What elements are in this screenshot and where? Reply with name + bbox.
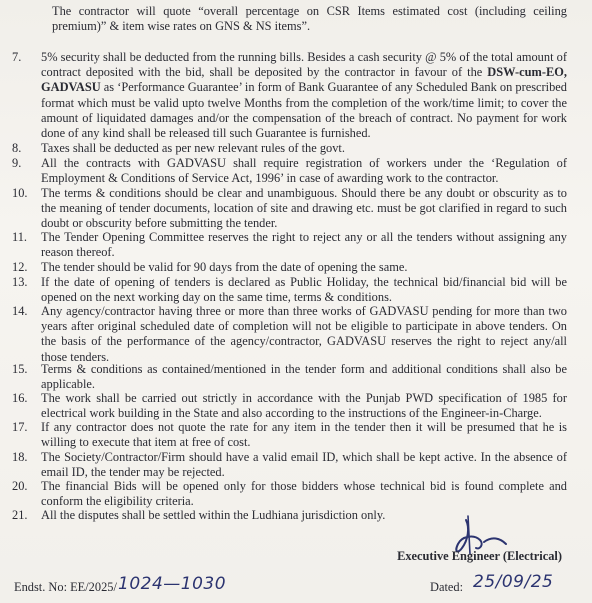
clause-text: Any agency/contractor having three or more than three works of GADVASU pending for more than two years after original scheduled date of completion will not be eligible to participate in above tenders. On the basis of the performance of the agency/contractor, GADVASU reserves the right to reject any/all those tenders.: [41, 304, 567, 364]
clause-text: The tender should be valid for 90 days from the date of opening the same.: [41, 260, 408, 274]
endorsement-number: Endst. No: EE/2025/: [14, 580, 117, 594]
clause-text: The terms & conditions should be clear and unambiguous. Should there be any doubt or obscurity as to the meaning of tender documents, location of site and drawing etc. must be got clarified in regard to such doubt or obscurity before submitting the tender.: [41, 186, 567, 231]
clause-number: 8.: [12, 141, 22, 155]
clause-text: The work shall be carried out strictly in accordance with the Punjab PWD specification of 1985 for electrical work building in the State and also according to the instructions of the Engineer-in-Charge.: [41, 391, 567, 421]
clause-text: The Tender Opening Committee reserves the right to reject any or all the tenders without assigning any reason thereof.: [41, 230, 567, 260]
clause-text: 5% security shall be deducted from the running bills. Besides a cash security @ 5% of the total amount of contract deposited with the bid, shall be deposited by the contractor in favour of the DSW-cum-EO, GADVASU as ‘Performance Guarantee’ in form of Bank Guarantee of any Scheduled Bank on prescribed format which must be valid upto twelve Months from the completion of the work/time limit; to cover the amount of liquidated damages and/or the compensation of the breach of contract. No payment for work done of any kind shall be released till such Guarantee is furnished.: [41, 50, 567, 141]
clause-text: If any contractor does not quote the rate for any item in the tender then it will be presumed that he is willing to execute that item at free of cost.: [41, 420, 567, 450]
clause-text: All the disputes shall be settled within the Ludhiana jurisdiction only.: [41, 508, 386, 522]
clause-number: 10.: [12, 186, 28, 200]
clause-text: Terms & conditions as contained/mentioned in the tender form and additional conditions shall also be applicable.: [41, 362, 567, 392]
clause-text: The contractor will quote “overall percentage on CSR Items estimated cost (including ceiling premium)” & item wise rates on GNS & NS items”.: [52, 4, 567, 34]
clause-number: 15.: [12, 362, 28, 376]
clause-number: 11.: [12, 230, 28, 244]
dated-handwritten: 25/09/25: [473, 572, 554, 592]
clause-number: 21.: [12, 508, 28, 522]
clause-number: 16.: [12, 391, 28, 405]
bold-entity: DSW-cum-EO, GADVASU: [41, 65, 567, 95]
clause-text: Taxes shall be deducted as per new relevant rules of the govt.: [41, 141, 345, 155]
dated-label: Dated:: [430, 580, 464, 594]
clause-text: If the date of opening of tenders is declared as Public Holiday, the technical bid/financial bid will be opened on the next working day on the same time, terms & conditions.: [41, 275, 567, 305]
clause-text: The Society/Contractor/Firm should have a valid email ID, which shall be kept active. In the absence of email ID, the tender may be rejected.: [41, 450, 567, 480]
clause-text: All the contracts with GADVASU shall require registration of workers under the ‘Regulation of Employment & Conditions of Service Act, 1996’ in case of awarding work to the contractor.: [41, 156, 567, 186]
clause-number: 13.: [12, 275, 28, 289]
endorsement-handwritten: 1024—1030: [118, 574, 227, 594]
clause-text: The financial Bids will be opened only for those bidders whose technical bid is found complete and conform the eligibility criteria.: [41, 479, 567, 509]
clause-number: 17.: [12, 420, 28, 434]
signatory-title: Executive Engineer (Electrical): [397, 549, 562, 563]
clause-number: 7.: [12, 50, 22, 64]
clause-number: 14.: [12, 304, 28, 318]
clause-number: 18.: [12, 450, 28, 464]
clause-number: 9.: [12, 156, 22, 170]
clause-number: 20.: [12, 479, 28, 493]
clause-number: 12.: [12, 260, 28, 274]
